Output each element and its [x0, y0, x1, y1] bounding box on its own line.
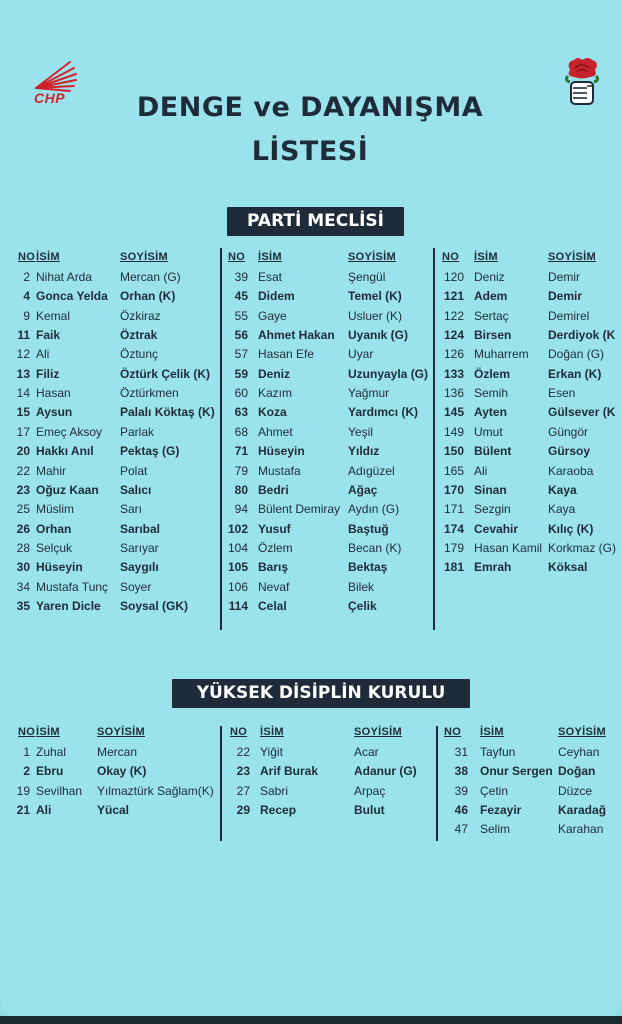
- member-last-name: Adıgüzel: [348, 463, 395, 478]
- member-number: 126: [443, 347, 464, 362]
- member-first-name: Nihat Arda: [36, 270, 93, 284]
- member-number: 11: [17, 328, 30, 343]
- member-number: 31: [454, 745, 468, 759]
- header-isim: İSİM: [480, 726, 504, 738]
- member-last-name: Orhan (K): [120, 289, 176, 304]
- title-line-2: LİSTESİ: [251, 136, 369, 167]
- member-first-name: Esat: [258, 270, 283, 284]
- member-first-name: Faik: [36, 328, 61, 343]
- member-number: 63: [234, 405, 248, 420]
- member-last-name: Yılmaztürk Sağlam(K): [97, 783, 214, 798]
- member-number: 47: [454, 822, 468, 837]
- list-item: [440, 782, 622, 801]
- member-last-name: Acar: [354, 745, 379, 759]
- member-last-name: Soyer: [120, 579, 152, 594]
- member-number: 39: [234, 270, 248, 284]
- list-item: [224, 462, 432, 481]
- member-number: 104: [227, 540, 248, 555]
- list-item: [438, 539, 622, 558]
- member-number: 19: [16, 783, 30, 798]
- member-number: 102: [227, 521, 248, 536]
- list-item: [224, 326, 432, 345]
- member-last-name: Aydın (G): [348, 502, 400, 517]
- list-item: [224, 597, 432, 616]
- list-item: [440, 762, 622, 781]
- list-item: [10, 268, 216, 287]
- list-item: [224, 384, 432, 403]
- list-item: [224, 558, 432, 577]
- member-number: 12: [16, 347, 30, 362]
- list-item: [10, 801, 218, 820]
- list-item: [224, 743, 432, 762]
- member-last-name: Demir: [548, 270, 580, 284]
- member-number: 30: [16, 560, 30, 575]
- member-first-name: Sevilhan: [36, 783, 83, 798]
- list-item: [10, 307, 216, 326]
- list-item: [440, 820, 622, 839]
- list-item: [10, 539, 216, 558]
- bottom-bar: [0, 1016, 622, 1024]
- member-number: 35: [16, 598, 30, 613]
- member-number: 121: [443, 289, 464, 304]
- member-first-name: Fezayir: [480, 802, 522, 817]
- member-number: 23: [236, 764, 250, 779]
- member-last-name: Sarıyar: [120, 540, 159, 555]
- list-item: [224, 578, 432, 597]
- member-number: 15: [16, 405, 30, 420]
- member-number: 46: [454, 802, 468, 817]
- member-last-name: Derdiyok (K: [548, 328, 616, 343]
- member-first-name: Ali: [36, 347, 50, 362]
- member-last-name: Yücal: [97, 802, 130, 817]
- member-number: 124: [443, 328, 464, 343]
- list-item: [10, 423, 216, 442]
- column-divider: [220, 726, 222, 841]
- member-last-name: Soysal (GK): [120, 598, 189, 613]
- member-last-name: Becan (K): [348, 540, 402, 555]
- member-last-name: Öztürk Çelik (K): [120, 366, 211, 381]
- list-item: [10, 326, 216, 345]
- member-first-name: Mustafa Tunç: [36, 579, 109, 594]
- member-last-name: Usluer (K): [348, 308, 403, 323]
- member-first-name: Özlem: [474, 366, 511, 381]
- member-last-name: Adanur (G): [354, 764, 417, 779]
- member-last-name: Yıldız: [348, 444, 380, 459]
- member-number: 149: [443, 424, 464, 439]
- list-item: [10, 743, 218, 762]
- member-first-name: Bülent: [474, 444, 512, 459]
- list-item: [440, 743, 622, 762]
- list-item: [224, 365, 432, 384]
- member-last-name: Kılıç (K): [548, 521, 594, 536]
- list-item: [224, 801, 432, 820]
- member-first-name: Deniz: [474, 270, 505, 284]
- member-last-name: Bulut: [354, 802, 385, 817]
- list-item: [224, 345, 432, 364]
- header-soyisim: SOYİSİM: [97, 726, 145, 738]
- list-item: [438, 442, 622, 461]
- member-number: 174: [443, 521, 464, 536]
- header-isim: İSİM: [36, 251, 60, 263]
- member-first-name: Tayfun: [480, 745, 516, 759]
- member-last-name: Bilek: [348, 579, 375, 594]
- member-number: 179: [443, 540, 464, 555]
- member-number: 106: [227, 579, 248, 594]
- chp-logo: [30, 60, 78, 106]
- column-divider: [433, 248, 435, 630]
- member-number: 56: [234, 328, 248, 343]
- header-no: NO: [444, 726, 462, 738]
- list-item: [224, 762, 432, 781]
- member-number: 136: [443, 386, 464, 401]
- member-first-name: Aysun: [36, 405, 73, 420]
- chp-logo-text: CHP: [34, 90, 66, 106]
- member-number: 181: [443, 560, 464, 575]
- member-last-name: Polat: [120, 463, 148, 478]
- member-first-name: Çetin: [480, 783, 509, 798]
- member-last-name: Temel (K): [348, 289, 402, 304]
- member-first-name: Adem: [474, 289, 508, 304]
- member-number: 20: [16, 444, 30, 459]
- header-isim: İSİM: [260, 726, 284, 738]
- member-number: 28: [16, 540, 30, 555]
- list-item: [10, 384, 216, 403]
- list-item: [10, 403, 216, 422]
- member-last-name: Öztunç: [120, 347, 159, 362]
- member-first-name: Sezgin: [474, 502, 511, 517]
- member-number: 4: [23, 289, 30, 304]
- member-first-name: Ebru: [36, 764, 64, 779]
- member-last-name: Öztürkmen: [120, 386, 179, 401]
- list-item: [10, 481, 216, 500]
- list-item: [224, 782, 432, 801]
- member-first-name: Hasan: [36, 386, 71, 401]
- member-first-name: Zuhal: [36, 745, 67, 759]
- member-number: 105: [227, 560, 248, 575]
- member-first-name: Nevaf: [258, 579, 290, 594]
- list-item: [438, 558, 622, 577]
- title-line-1: DENGE ve DAYANIŞMA: [136, 92, 484, 123]
- section-title-parti-meclisi: PARTİ MECLİSİ: [227, 207, 404, 236]
- member-last-name: Okay (K): [97, 764, 147, 779]
- member-last-name: Düzce: [558, 783, 593, 798]
- header-isim: İSİM: [36, 726, 60, 738]
- member-last-name: Baştuğ: [348, 521, 389, 536]
- member-last-name: Karahan: [558, 822, 604, 837]
- member-first-name: Yaren Dicle: [36, 598, 101, 613]
- list-item: [224, 423, 432, 442]
- member-first-name: Bedri: [258, 482, 289, 497]
- list-item: [438, 268, 622, 287]
- member-first-name: Cevahir: [474, 521, 519, 536]
- member-first-name: Mustafa: [258, 463, 301, 478]
- list-item: [10, 558, 216, 577]
- member-first-name: Sertaç: [474, 308, 509, 323]
- list-item: [438, 403, 622, 422]
- member-number: 79: [234, 463, 248, 478]
- member-last-name: Mercan: [97, 745, 138, 759]
- member-last-name: Yardımcı (K): [348, 405, 419, 420]
- member-last-name: Sarıbal: [120, 521, 161, 536]
- list-item: [224, 500, 432, 519]
- list-item: [10, 578, 216, 597]
- header-no: NO: [442, 251, 460, 263]
- column-divider: [436, 726, 438, 841]
- member-number: 165: [443, 463, 464, 478]
- member-number: 57: [234, 347, 248, 362]
- member-last-name: Bektaş: [348, 560, 388, 575]
- member-last-name: Erkan (K): [548, 366, 602, 381]
- list-item: [438, 287, 622, 306]
- member-first-name: Bülent Demiray: [258, 502, 341, 517]
- member-first-name: Emeç Aksoy: [36, 424, 103, 439]
- member-last-name: Arpaç: [354, 783, 386, 798]
- list-item: [438, 481, 622, 500]
- member-last-name: Uzunyayla (G): [348, 366, 429, 381]
- member-first-name: Sabri: [260, 783, 289, 798]
- list-item: [10, 500, 216, 519]
- member-number: 25: [16, 502, 30, 517]
- member-number: 13: [16, 366, 30, 381]
- list-item: [224, 442, 432, 461]
- list-item: [10, 345, 216, 364]
- member-first-name: Kemal: [36, 308, 71, 323]
- header-isim: İSİM: [474, 251, 498, 263]
- member-number: 26: [16, 521, 30, 536]
- member-last-name: Demir: [548, 289, 583, 304]
- member-number: 27: [236, 783, 250, 798]
- member-last-name: Köksal: [548, 560, 588, 575]
- member-first-name: Filiz: [36, 366, 60, 381]
- member-number: 60: [234, 386, 248, 401]
- header-soyisim: SOYİSİM: [348, 251, 396, 263]
- member-last-name: Sarı: [120, 502, 143, 517]
- member-last-name: Özkiraz: [120, 308, 161, 323]
- member-last-name: Parlak: [120, 424, 155, 439]
- member-first-name: Birsen: [474, 328, 512, 343]
- member-last-name: Güngör: [548, 424, 589, 439]
- member-number: 22: [236, 745, 250, 759]
- member-last-name: Yağmur: [348, 386, 390, 401]
- rose-fist-logo: [562, 56, 602, 108]
- member-first-name: Gaye: [258, 308, 287, 323]
- member-number: 171: [443, 502, 464, 517]
- member-number: 9: [23, 308, 30, 323]
- member-first-name: Emrah: [474, 560, 512, 575]
- member-last-name: Çelik: [348, 598, 377, 613]
- member-first-name: Yiğit: [260, 745, 283, 759]
- member-first-name: Ayten: [474, 405, 507, 420]
- member-number: 133: [443, 366, 464, 381]
- member-last-name: Gülsever (K: [548, 405, 616, 420]
- member-number: 170: [443, 482, 464, 497]
- member-number: 114: [228, 598, 248, 613]
- member-first-name: Ali: [474, 463, 488, 478]
- member-number: 39: [454, 783, 468, 798]
- rose-fist-icon: [562, 56, 602, 108]
- member-first-name: Deniz: [258, 366, 291, 381]
- member-last-name: Ceyhan: [558, 745, 600, 759]
- member-first-name: Muharrem: [474, 347, 529, 362]
- member-first-name: Hakkı Anıl: [36, 444, 94, 459]
- list-item: [438, 326, 622, 345]
- member-number: 120: [443, 270, 464, 284]
- list-item: [10, 597, 216, 616]
- member-number: 68: [234, 424, 248, 439]
- page-title: [100, 86, 520, 174]
- member-first-name: Semih: [474, 386, 509, 401]
- member-last-name: Doğan (G): [548, 347, 605, 362]
- member-first-name: Celal: [258, 598, 287, 613]
- list-item: [224, 287, 432, 306]
- member-last-name: Doğan: [558, 764, 596, 779]
- member-last-name: Yeşil: [348, 424, 373, 439]
- member-number: 1: [23, 745, 30, 759]
- member-number: 23: [16, 482, 30, 497]
- member-last-name: Mercan (G): [120, 270, 181, 284]
- chp-arrows-icon: [30, 60, 78, 92]
- member-last-name: Ağaç: [348, 482, 378, 497]
- header-soyisim: SOYİSİM: [120, 251, 168, 263]
- member-first-name: Hasan Efe: [258, 347, 315, 362]
- member-number: 55: [234, 308, 248, 323]
- member-last-name: Saygılı: [120, 560, 159, 575]
- member-first-name: Hasan Kamil: [474, 540, 543, 555]
- list-item: [10, 762, 218, 781]
- member-number: 2: [23, 764, 30, 779]
- member-last-name: Salıcı: [120, 482, 152, 497]
- list-item: [224, 481, 432, 500]
- member-number: 22: [16, 463, 30, 478]
- member-first-name: Kazım: [258, 386, 293, 401]
- member-first-name: Didem: [258, 289, 295, 304]
- list-item: [440, 801, 622, 820]
- header-soyisim: SOYİSİM: [548, 251, 596, 263]
- member-last-name: Kaya: [548, 502, 576, 517]
- list-item: [438, 365, 622, 384]
- list-item: [438, 500, 622, 519]
- member-number: 80: [234, 482, 248, 497]
- list-item: [10, 287, 216, 306]
- member-number: 94: [234, 502, 248, 517]
- header-no: NO: [230, 726, 248, 738]
- member-last-name: Demirel: [548, 308, 590, 323]
- member-first-name: Özlem: [258, 540, 293, 555]
- list-item: [10, 365, 216, 384]
- header-soyisim: SOYİSİM: [354, 726, 402, 738]
- member-first-name: Oğuz Kaan: [36, 482, 99, 497]
- section-title-yuksek-disiplin: YÜKSEK DİSİPLİN KURULU: [172, 679, 470, 708]
- member-number: 71: [234, 444, 248, 459]
- member-number: 17: [16, 424, 30, 439]
- header-no: NO: [18, 726, 36, 738]
- member-first-name: Selim: [480, 822, 511, 837]
- member-number: 145: [443, 405, 464, 420]
- list-item: [224, 539, 432, 558]
- list-item: [438, 462, 622, 481]
- member-last-name: Karaoba: [548, 463, 594, 478]
- member-number: 34: [16, 579, 30, 594]
- list-item: [10, 442, 216, 461]
- member-first-name: Koza: [258, 405, 287, 420]
- member-first-name: Onur Sergen: [480, 764, 553, 779]
- member-first-name: Orhan: [36, 521, 72, 536]
- member-first-name: Sinan: [474, 482, 507, 497]
- list-item: [438, 307, 622, 326]
- member-last-name: Şengül: [348, 270, 386, 284]
- member-last-name: Esen: [548, 386, 576, 401]
- member-number: 14: [16, 386, 30, 401]
- member-number: 29: [236, 802, 250, 817]
- list-item: [438, 345, 622, 364]
- member-number: 2: [23, 270, 30, 284]
- member-first-name: Ahmet Hakan: [258, 328, 335, 343]
- header-soyisim: SOYİSİM: [558, 726, 606, 738]
- member-number: 38: [454, 764, 468, 779]
- member-first-name: Selçuk: [36, 540, 73, 555]
- list-item: [10, 462, 216, 481]
- member-number: 59: [234, 366, 248, 381]
- member-first-name: Gonca Yelda: [36, 289, 108, 304]
- column-divider: [220, 248, 222, 630]
- member-first-name: Ahmet: [258, 424, 293, 439]
- member-last-name: Uyar: [348, 347, 374, 362]
- header-no: NO: [18, 251, 36, 263]
- member-first-name: Ali: [36, 802, 52, 817]
- list-item: [438, 423, 622, 442]
- member-last-name: Palalı Köktaş (K): [120, 405, 215, 420]
- member-last-name: Uyanık (G): [348, 328, 409, 343]
- member-last-name: Gürsoy: [548, 444, 591, 459]
- member-last-name: Karadağ: [558, 802, 607, 817]
- member-first-name: Barış: [258, 560, 289, 575]
- member-last-name: Korkmaz (G): [548, 540, 617, 555]
- member-first-name: Müslim: [36, 502, 74, 517]
- member-last-name: Pektaş (G): [120, 444, 180, 459]
- member-first-name: Mahir: [36, 463, 67, 478]
- member-last-name: Kaya: [548, 482, 577, 497]
- list-item: [224, 307, 432, 326]
- member-number: 21: [16, 802, 30, 817]
- list-item: [224, 268, 432, 287]
- member-last-name: Öztrak: [120, 328, 158, 343]
- list-item: [224, 403, 432, 422]
- member-first-name: Hüseyin: [258, 444, 305, 459]
- header-isim: İSİM: [258, 251, 282, 263]
- member-number: 45: [234, 289, 248, 304]
- member-number: 150: [443, 444, 464, 459]
- member-number: 122: [443, 308, 464, 323]
- member-first-name: Arif Burak: [260, 764, 319, 779]
- list-item: [438, 520, 622, 539]
- list-item: [438, 384, 622, 403]
- list-item: [224, 520, 432, 539]
- member-first-name: Recep: [260, 802, 297, 817]
- list-item: [10, 520, 216, 539]
- list-item: [10, 782, 218, 801]
- header-no: NO: [228, 251, 246, 263]
- member-first-name: Hüseyin: [36, 560, 83, 575]
- member-first-name: Umut: [474, 424, 503, 439]
- member-first-name: Yusuf: [258, 521, 291, 536]
